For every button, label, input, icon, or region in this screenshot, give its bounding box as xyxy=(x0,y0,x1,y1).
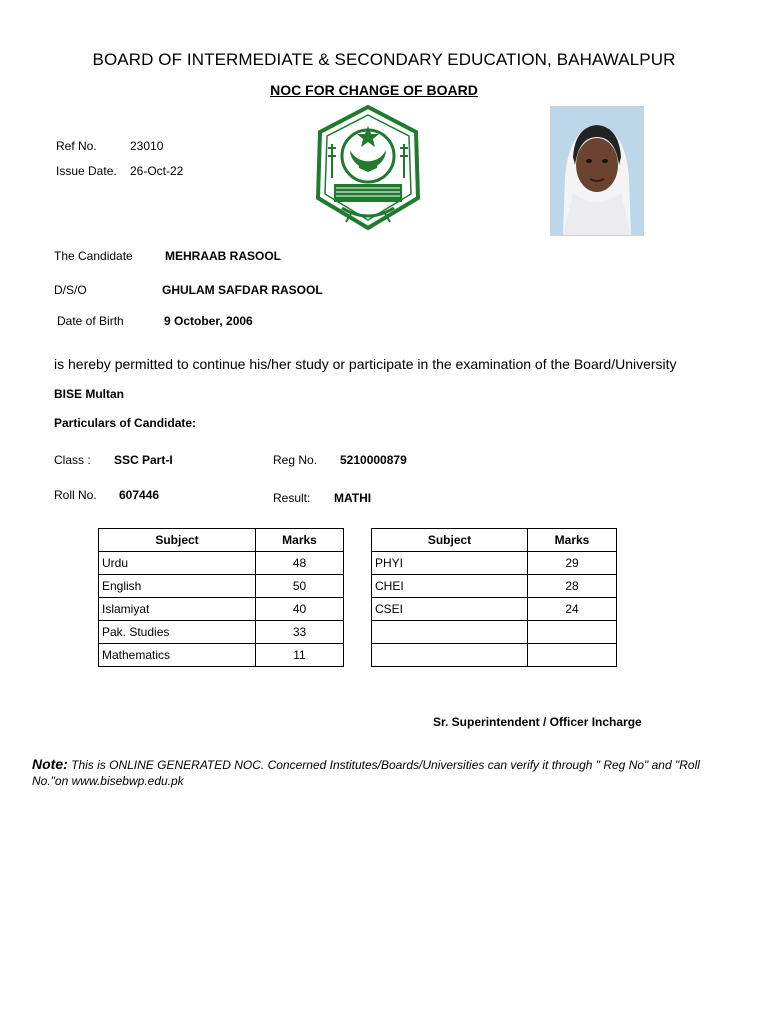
marks-header: Marks xyxy=(256,529,344,552)
subject-cell: PHYI xyxy=(372,552,528,575)
table-row xyxy=(372,552,617,575)
marks-cell: 50 xyxy=(256,575,344,598)
result-value: MATHI xyxy=(334,491,372,505)
particulars-heading: Particulars of Candidate: xyxy=(54,416,197,430)
document-subtitle: NOC FOR CHANGE OF BOARD xyxy=(270,82,478,98)
subject-cell xyxy=(372,621,528,644)
marks-cell: 28 xyxy=(528,575,617,598)
permission-statement: is hereby permitted to continue his/her study or participate in the examination of the Board/University xyxy=(54,356,677,372)
class-value: SSC Part-I xyxy=(114,453,173,467)
result-label: Result: xyxy=(273,491,311,505)
table-row xyxy=(372,621,617,644)
subject-header: Subject xyxy=(99,529,256,552)
parent-label: D/S/O xyxy=(54,283,87,297)
roll-no-label: Roll No. xyxy=(54,488,97,502)
marks-table-right xyxy=(371,528,617,667)
ref-no-value: 23010 xyxy=(130,139,164,153)
subject-cell: Islamiyat xyxy=(99,598,256,621)
note-text: This is ONLINE GENERATED NOC. Concerned Institutes/Boards/Universities can verify it through " Reg No" and "Roll No."on www.bisebwp.edu.pk xyxy=(32,758,700,788)
signature-title: Sr. Superintendent / Officer Incharge xyxy=(433,715,642,729)
table-row xyxy=(372,598,617,621)
ref-no-label: Ref No. xyxy=(56,139,97,153)
marks-cell: 24 xyxy=(528,598,617,621)
table-row xyxy=(99,575,344,598)
issue-date-value: 26-Oct-22 xyxy=(130,164,184,178)
table-row xyxy=(372,644,617,667)
marks-cell: 40 xyxy=(256,598,344,621)
marks-cell xyxy=(528,644,617,667)
marks-cell: 33 xyxy=(256,621,344,644)
class-label: Class : xyxy=(54,453,91,467)
subject-cell: Mathematics xyxy=(99,644,256,667)
target-board: BISE Multan xyxy=(54,387,125,401)
subject-cell: CHEI xyxy=(372,575,528,598)
dob-value: 9 October, 2006 xyxy=(164,314,253,328)
marks-header: Marks xyxy=(528,529,617,552)
table-row xyxy=(99,644,344,667)
marks-cell: 48 xyxy=(256,552,344,575)
board-seal-logo-icon xyxy=(312,104,424,234)
reg-no-label: Reg No. xyxy=(273,453,318,467)
subject-cell: Pak. Studies xyxy=(99,621,256,644)
note-block xyxy=(32,756,732,789)
table-row xyxy=(99,598,344,621)
page-title: BOARD OF INTERMEDIATE & SECONDARY EDUCATION, BAHAWALPUR xyxy=(92,50,676,69)
candidate-label: The Candidate xyxy=(54,249,133,263)
dob-label: Date of Birth xyxy=(57,314,124,328)
candidate-name: MEHRAAB RASOOL xyxy=(165,249,281,263)
subject-header: Subject xyxy=(372,529,528,552)
subject-cell xyxy=(372,644,528,667)
table-row xyxy=(99,552,344,575)
parent-name: GHULAM SAFDAR RASOOL xyxy=(162,283,323,297)
subject-cell: Urdu xyxy=(99,552,256,575)
issue-date-label: Issue Date. xyxy=(56,164,117,178)
subject-cell: CSEI xyxy=(372,598,528,621)
table-row xyxy=(99,621,344,644)
roll-no-value: 607446 xyxy=(119,488,160,502)
marks-cell: 29 xyxy=(528,552,617,575)
reg-no-value: 5210000879 xyxy=(340,453,407,467)
note-label: Note: xyxy=(32,756,68,772)
subject-cell: English xyxy=(99,575,256,598)
marks-cell xyxy=(528,621,617,644)
candidate-photo xyxy=(550,106,644,236)
marks-cell: 11 xyxy=(256,644,344,667)
marks-table-left xyxy=(98,528,344,667)
table-row xyxy=(372,575,617,598)
